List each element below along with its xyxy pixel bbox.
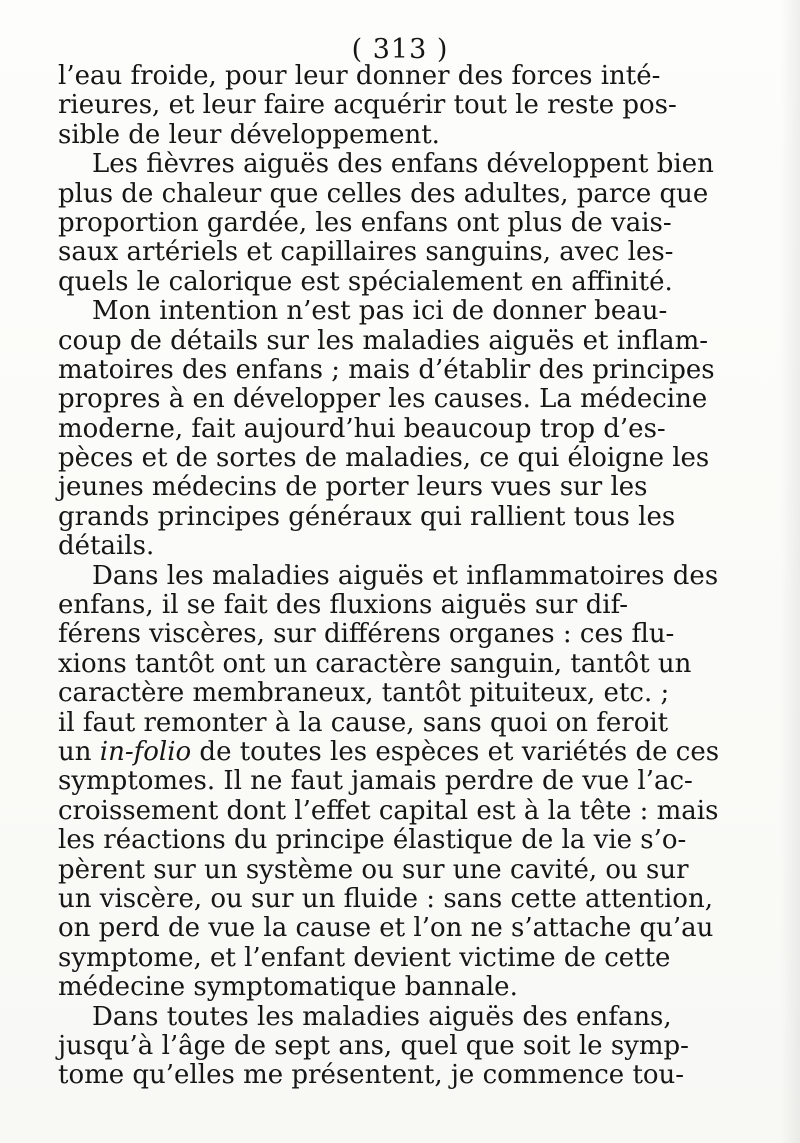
- text-line: rieures, et leur faire acquérir tout le reste pos-: [58, 90, 677, 121]
- paragraph-start-line: Mon intention n’est pas ici de donner beau-: [92, 296, 668, 327]
- text-line-with-italic: [58, 736, 720, 767]
- text-line: détails.: [58, 531, 155, 562]
- text-line: pèces et de sortes de maladies, ce qui éloigne les: [58, 443, 710, 474]
- text-segment: de toutes les espèces et variétés de ces: [191, 736, 720, 767]
- text-line: médecine symptomatique bannale.: [58, 972, 518, 1003]
- text-line: sible de leur développement.: [58, 119, 440, 150]
- text-line: tome qu’elles me présentent, je commence tou-: [58, 1060, 685, 1091]
- text-line: férens viscères, sur différens organes : ces flu-: [58, 619, 675, 650]
- text-segment: un: [58, 736, 100, 767]
- text-line: un viscère, ou sur un fluide : sans cette attention,: [58, 883, 713, 914]
- text-line: matoires des enfans ; mais d’établir des principes: [58, 354, 715, 385]
- text-line: symptomes. Il ne faut jamais perdre de vue l’ac-: [58, 766, 693, 797]
- text-line: jeunes médecins de porter leurs vues sur les: [58, 472, 648, 503]
- text-line: les réactions du principe élastique de la vie s’o-: [58, 825, 687, 856]
- page-number: ( 313 ): [351, 34, 449, 65]
- text-line: quels le calorique est spécialement en affinité.: [58, 266, 673, 297]
- paragraph-start-line: Dans toutes les maladies aiguës des enfans,: [92, 1001, 672, 1032]
- text-line: il faut remonter à la cause, sans quoi on feroit: [58, 707, 669, 738]
- paragraph-start-line: Dans les maladies aiguës et inflammatoires des: [92, 560, 719, 591]
- text-line: plus de chaleur que celles des adultes, parce que: [58, 178, 709, 209]
- text-line: jusqu’à l’âge de sept ans, quel que soit le symp-: [58, 1030, 689, 1061]
- page-text: [58, 61, 720, 1091]
- text-line: enfans, il se fait des fluxions aiguës sur dif-: [58, 590, 629, 621]
- text-line: proportion gardée, les enfans ont plus de vais-: [58, 207, 672, 238]
- text-line: pèrent sur un système ou sur une cavité, ou sur: [58, 854, 689, 885]
- page-edge-shadow: [780, 0, 800, 1143]
- text-line: xions tantôt ont un caractère sanguin, tantôt un: [58, 648, 692, 679]
- text-line: on perd de vue la cause et l’on ne s’attache qu’au: [58, 913, 714, 944]
- text-line: croissement dont l’effet capital est à la tête : mais: [58, 795, 719, 826]
- text-line: saux artériels et capillaires sanguins, avec les-: [58, 237, 674, 268]
- text-line: l’eau froide, pour leur donner des forces inté-: [58, 61, 661, 91]
- text-line: symptome, et l’enfant devient victime de cette: [58, 942, 671, 973]
- paragraph-start-line: Les fièvres aiguës des enfans développent bien: [92, 149, 714, 180]
- text-line: caractère membraneux, tantôt pituiteux, etc. ;: [58, 678, 670, 709]
- text-line: propres à en développer les causes. La médecine: [58, 384, 708, 415]
- text-line: coup de détails sur les maladies aiguës et inflam-: [58, 325, 709, 356]
- italic-term: in-folio: [99, 736, 192, 767]
- text-line: moderne, fait aujourd’hui beaucoup trop d’es-: [58, 413, 666, 444]
- text-line: grands principes généraux qui rallient tous les: [58, 501, 676, 532]
